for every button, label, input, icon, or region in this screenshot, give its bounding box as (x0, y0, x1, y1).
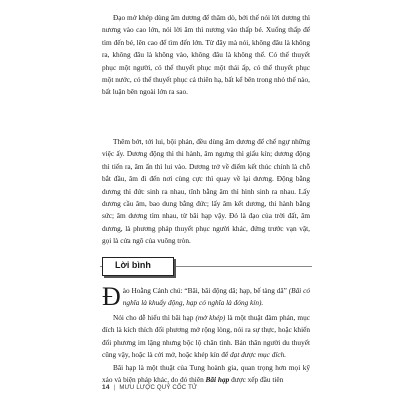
page-number: 14 (102, 384, 110, 391)
lead-paragraph (102, 282, 310, 311)
lead-italic-text: (Bãi có nghĩa là khuấy động, hạp có nghĩa là đóng kín). (122, 286, 310, 308)
page-footer (102, 384, 197, 391)
drop-cap: Đ (102, 282, 121, 311)
italic-run: (mở khép) (195, 313, 226, 322)
section-label: Lời bình (115, 260, 151, 270)
body-paragraph-2 (102, 136, 310, 248)
paragraph-text: Thêm bớt, tới lui, bội phản, đều dùng âm dương để chế ngự những việc ấy. Dương động thì thi hành, âm ngưng thì giấu kín; dương động thì tiến ra, âm ẩn thì lui vào. Dương trở về điểm kết thúc chính là chỗ bắt đầu, âm đi đến nơi cùng cực thì quay về lại dương. Động bằng dương thì đức sinh ra nhau, tĩnh bằng âm thì hình sinh ra nhau. Lấy dương cầu âm, bao dung bằng đức; lấy âm kết dương, thi hành bằng sức; âm dương tìm nhau, từ bãi hạp vậy. Đó là đạo của trời đất, âm dương, là phương pháp thuyết phục người khác, đứng trước vạn vật, gọi là cửa ngõ của vuông tròn. (102, 137, 310, 246)
paragraph-text: Đạo mở khép dùng âm dương để thăm dò, bởi thế nói lời dương thì nương vào cao lớn, nói lời âm thì nương vào thấp bé. Xuống thấp để tìm đến bé, lên cao để tìm đến lớn. Từ đây mà nói, không đâu là không ra, không đâu là không vào, không đâu là không thể. Có thể thuyết phục một người, có thể thuyết phục một thái ấp, có thể thuyết phục một nước, có thể thuyết phục cả thiên hạ, bất kể bên trong nhỏ thế nào, bất luận bên ngoài lớn ra sao. (102, 13, 310, 97)
paragraph-text (102, 312, 310, 362)
text-run: Nói cho dễ hiểu thì bãi hạp (113, 313, 196, 322)
book-title: MƯU LƯỢC QUỶ CỐC TỬ (119, 385, 198, 391)
section-heading (100, 257, 312, 275)
bold-italic-run: Bãi hạp (205, 375, 230, 385)
italic-run: đạt được mục đích. (230, 350, 287, 360)
lead-text: ào Hoằng Cảnh chú: “Bãi, bãi động dã; hạp, bế tàng dã” (122, 286, 287, 295)
text-run: Bãi hạp là một thuật của Tung hoành gia, quan trọng hơn mọi kỹ xảo và biện pháp khác, do đó thiên (102, 363, 310, 385)
footer-separator: | (113, 385, 116, 391)
body-paragraph-3 (102, 312, 310, 362)
text-run: được xếp đầu tiên (229, 375, 284, 385)
section-label-box (102, 257, 174, 276)
body-paragraph-1 (102, 12, 310, 99)
text-run: là một thuật đàm phán, mục đích là kích thích đối phương mở rộng lòng, nói ra sự thực, hoặc khiến đối phương im lặng nhưng bộc lộ chân tình. Bản thân người du thuyết cũng vậy, hoặc là cởi mở, hoặc khép kín để (102, 313, 310, 360)
